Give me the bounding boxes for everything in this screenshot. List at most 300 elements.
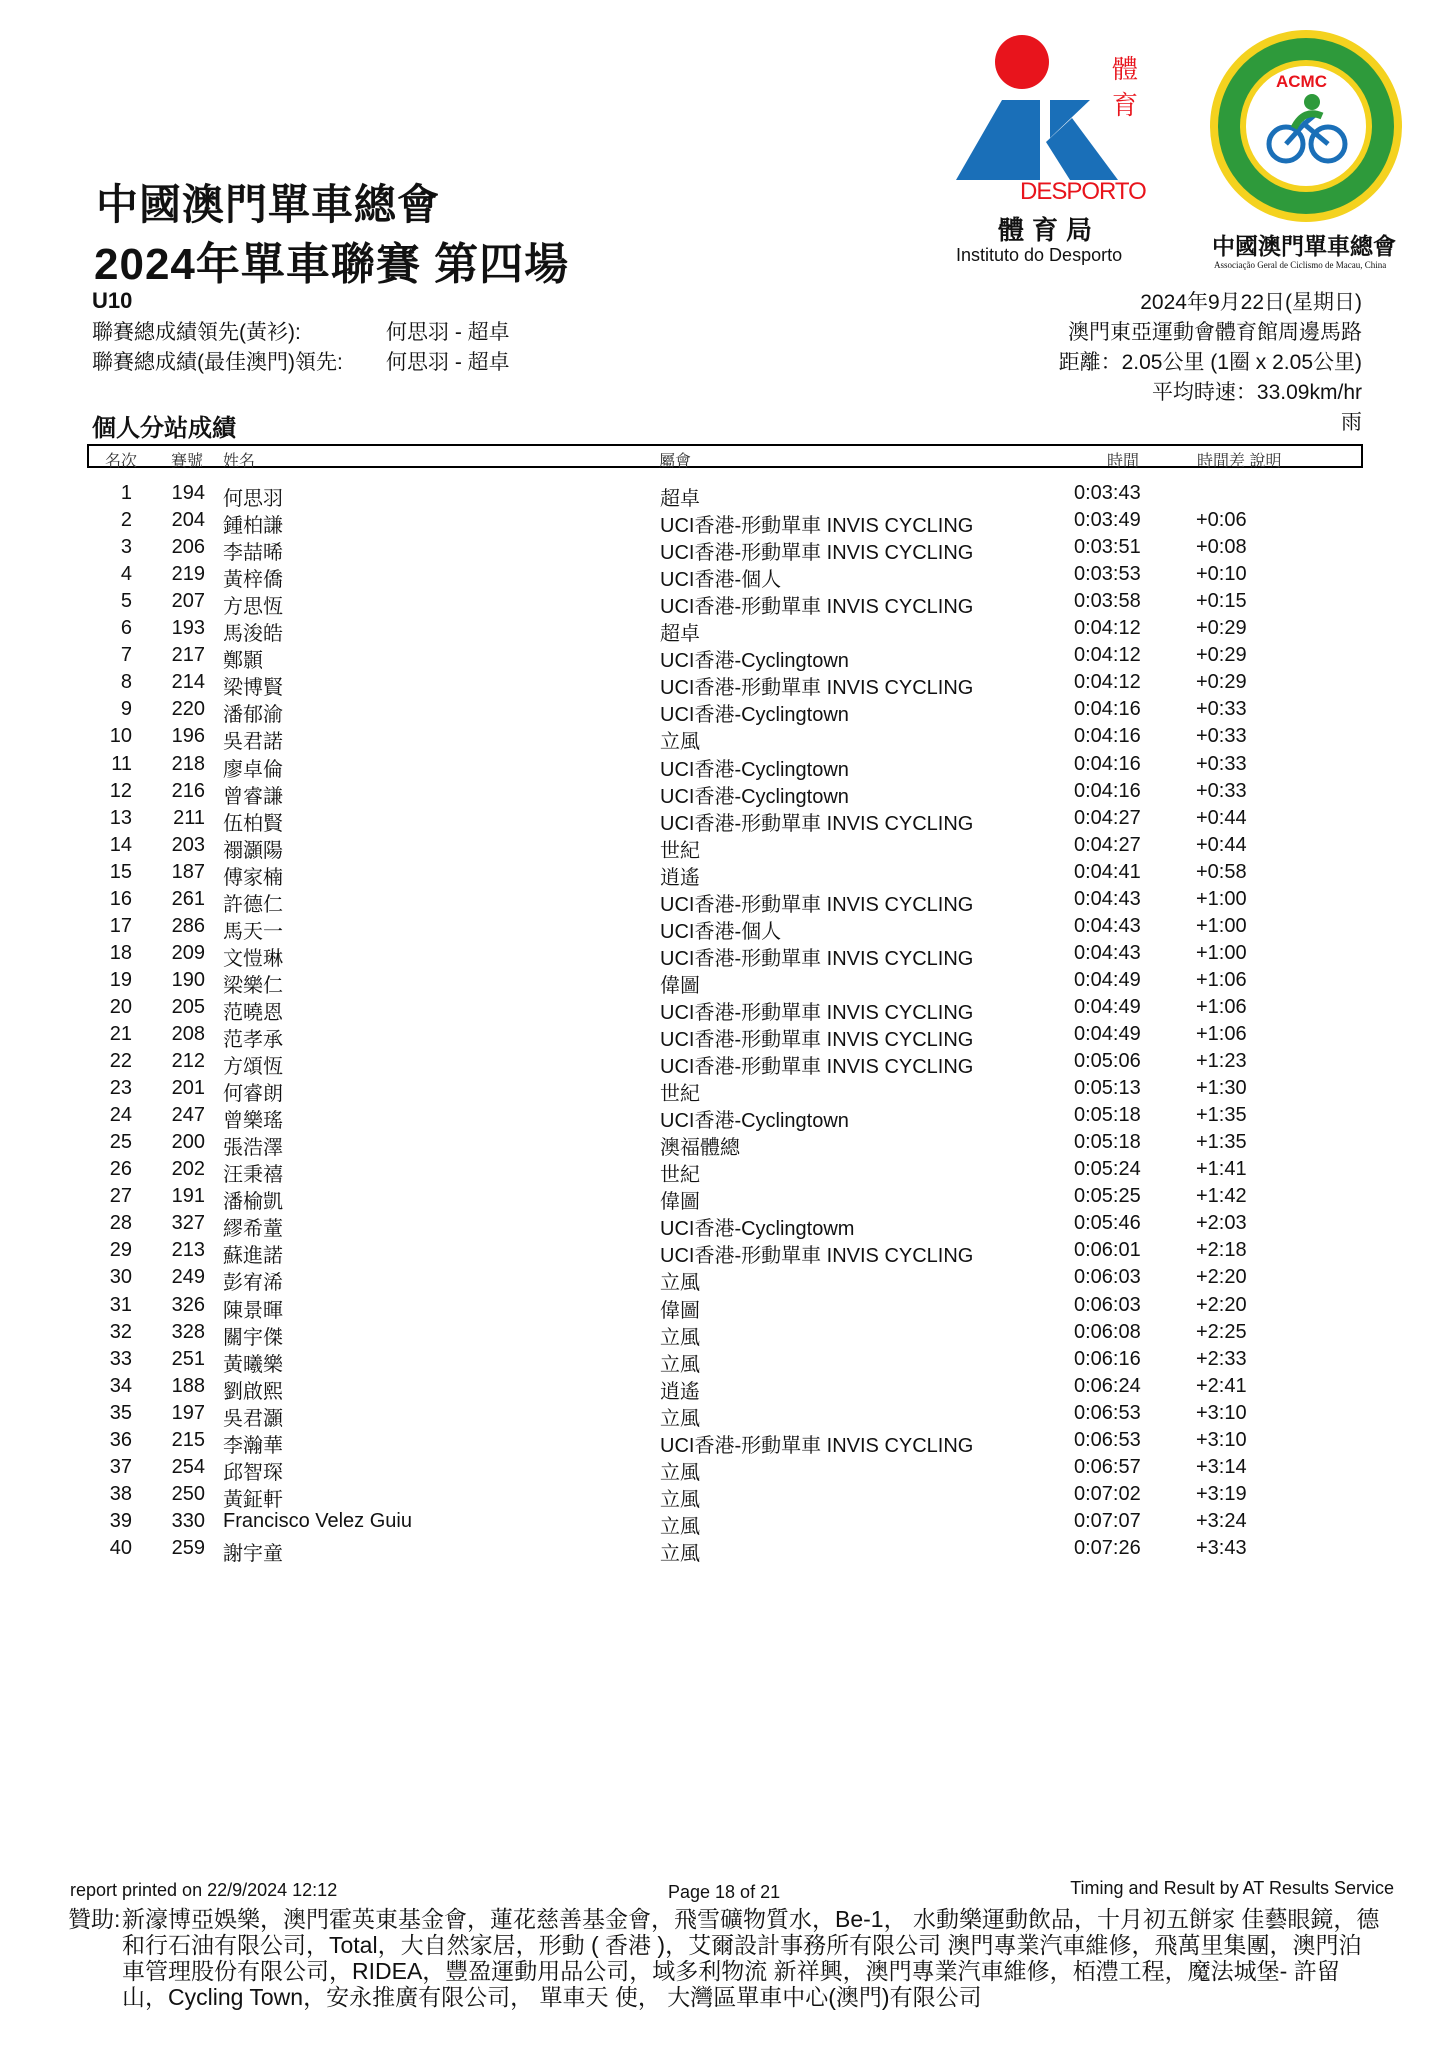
time-cell: 0:05:18 — [1074, 1131, 1141, 1154]
table-row — [0, 536, 1448, 563]
name-cell: 邱智琛 — [223, 1461, 283, 1484]
name-cell: 繆希蕫 — [223, 1218, 283, 1241]
table-row — [0, 1158, 1448, 1185]
gap-cell: +2:03 — [1196, 1212, 1247, 1235]
time-cell: 0:04:16 — [1074, 779, 1141, 802]
bib-cell: 209 — [171, 941, 205, 964]
bib-cell: 197 — [171, 1401, 205, 1424]
table-row — [0, 1212, 1448, 1239]
gap-cell: +0:06 — [1196, 509, 1247, 532]
team-cell: UCI香港-Cyclingtown — [660, 650, 849, 673]
team-cell: UCI香港-Cyclingtown — [660, 1110, 849, 1133]
rank-cell: 18 — [109, 941, 132, 964]
bib-cell: 251 — [171, 1347, 205, 1370]
name-cell: 蘇進諾 — [223, 1245, 283, 1268]
org-title: 中國澳門單車總會 — [96, 181, 441, 228]
team-cell: UCI香港-形動單車 INVIS CYCLING — [660, 1029, 974, 1051]
bib-cell: 211 — [173, 806, 205, 829]
time-cell: 0:04:16 — [1074, 725, 1141, 748]
table-row — [0, 834, 1448, 861]
bib-cell: 190 — [171, 968, 205, 991]
gap-cell: +1:41 — [1196, 1158, 1247, 1181]
time-cell: 0:04:27 — [1074, 833, 1141, 856]
rank-cell: 40 — [109, 1536, 132, 1559]
sponsor-label: 贊助: — [68, 1906, 121, 1932]
name-cell: 劉啟熙 — [223, 1380, 283, 1403]
table-row — [0, 1402, 1448, 1429]
bib-cell: 247 — [171, 1104, 205, 1127]
rank-cell: 29 — [109, 1239, 132, 1262]
rank-cell: 13 — [109, 806, 132, 829]
gap-cell: +1:00 — [1196, 887, 1247, 910]
team-cell: 立風 — [660, 1272, 700, 1295]
rank-cell: 30 — [109, 1266, 132, 1289]
rank-cell: 32 — [109, 1320, 132, 1343]
team-cell: UCI香港-Cyclingtown — [660, 704, 849, 727]
gap-cell: +3:24 — [1196, 1509, 1247, 1532]
time-cell: 0:06:03 — [1074, 1293, 1141, 1316]
time-cell: 0:03:51 — [1074, 536, 1141, 559]
name-cell: 傅家楠 — [223, 866, 283, 889]
rank-cell: 31 — [109, 1293, 132, 1316]
name-cell: 曾睿謙 — [223, 785, 283, 808]
rank-cell: 22 — [109, 1050, 132, 1073]
team-cell: UCI香港-個人 — [660, 920, 782, 943]
time-cell: 0:06:53 — [1074, 1401, 1141, 1424]
rank-cell: 10 — [109, 725, 132, 748]
name-cell: 黃梓僑 — [223, 569, 283, 592]
avg-speed: 平均時速：33.09km/hr — [1151, 381, 1362, 404]
time-cell: 0:05:24 — [1074, 1158, 1141, 1181]
team-cell: 逍遙 — [660, 866, 700, 889]
rank-cell: 1 — [120, 482, 132, 504]
rank-cell: 14 — [109, 833, 132, 856]
bib-cell: 328 — [171, 1320, 205, 1343]
gap-cell: +1:42 — [1196, 1185, 1247, 1208]
gap-cell: +2:41 — [1196, 1374, 1247, 1397]
name-cell: 潘榆凱 — [223, 1191, 283, 1214]
rank-cell: 2 — [120, 509, 132, 532]
race-distance: 距離：2.05公里 (1圈 x 2.05公里) — [1058, 351, 1362, 374]
gap-cell: +1:06 — [1196, 1023, 1247, 1045]
name-cell: 范曉恩 — [223, 1001, 283, 1024]
time-cell: 0:07:02 — [1074, 1482, 1141, 1505]
table-row — [0, 1050, 1448, 1077]
team-cell: UCI香港-形動單車 INVIS CYCLING — [660, 1056, 974, 1079]
table-row — [0, 698, 1448, 725]
table-row — [0, 1266, 1448, 1293]
table-row — [0, 888, 1448, 915]
bib-cell: 206 — [171, 536, 205, 559]
time-cell: 0:07:07 — [1074, 1509, 1141, 1532]
table-row — [0, 1294, 1448, 1321]
table-row — [0, 1456, 1448, 1483]
bib-cell: 326 — [171, 1293, 205, 1316]
time-cell: 0:04:43 — [1074, 914, 1141, 937]
name-cell: 吳君諾 — [223, 731, 283, 754]
team-cell: 超卓 — [660, 488, 700, 510]
rank-cell: 20 — [109, 995, 132, 1018]
table-row — [0, 807, 1448, 834]
bib-cell: 214 — [171, 671, 205, 694]
bib-cell: 187 — [171, 860, 205, 883]
bib-cell: 203 — [171, 833, 205, 856]
name-cell: 方頌恆 — [223, 1056, 283, 1079]
time-cell: 0:05:13 — [1074, 1077, 1141, 1100]
name-cell: 馬天一 — [223, 920, 283, 943]
gap-cell: +1:06 — [1196, 995, 1247, 1018]
timing-credit: Timing and Result by AT Results Service — [1070, 1878, 1394, 1898]
time-cell: 0:04:49 — [1074, 995, 1141, 1018]
bib-cell: 201 — [171, 1077, 205, 1100]
table-row — [0, 725, 1448, 752]
bib-cell: 213 — [171, 1239, 205, 1262]
gap-cell: +2:18 — [1196, 1239, 1247, 1262]
gap-cell: +3:14 — [1196, 1455, 1247, 1478]
table-row — [0, 753, 1448, 780]
time-cell: 0:04:27 — [1074, 806, 1141, 829]
team-cell: 偉圖 — [660, 1191, 700, 1214]
name-cell: 伍柏賢 — [223, 812, 283, 835]
team-cell: 澳福體總 — [660, 1137, 740, 1160]
rank-cell: 21 — [109, 1023, 132, 1045]
bib-cell: 330 — [171, 1509, 205, 1532]
team-cell: UCI香港-形動單車 INVIS CYCLING — [660, 893, 974, 916]
team-cell: UCI香港-形動單車 INVIS CYCLING — [660, 677, 974, 700]
bib-cell: 204 — [171, 509, 205, 532]
team-cell: UCI香港-Cyclingtowm — [660, 1218, 855, 1241]
race-venue: 澳門東亞運動會體育館周邊馬路 — [1068, 321, 1362, 344]
time-cell: 0:06:16 — [1074, 1347, 1141, 1370]
rank-cell: 16 — [109, 887, 132, 910]
gap-cell: +2:25 — [1196, 1320, 1247, 1343]
col-rank-header: 名次 — [105, 453, 138, 470]
race-title: 2024年單車聯賽 第四場 — [94, 240, 570, 289]
name-cell: 彭宥浠 — [223, 1272, 283, 1295]
table-row — [0, 1131, 1448, 1158]
gap-cell: +3:10 — [1196, 1401, 1247, 1424]
time-cell: 0:05:46 — [1074, 1212, 1141, 1235]
leader-yellow-label: 聯賽總成績領先(黃衫): — [92, 321, 301, 344]
rank-cell: 35 — [109, 1401, 132, 1424]
gap-cell: +3:10 — [1196, 1428, 1247, 1451]
gap-cell: +0:15 — [1196, 590, 1247, 613]
rank-cell: 8 — [120, 671, 132, 694]
weather: 雨 — [1341, 411, 1362, 434]
bib-cell: 196 — [171, 725, 205, 748]
name-cell: 范孝承 — [223, 1029, 283, 1051]
team-cell: UCI香港-形動單車 INVIS CYCLING — [660, 515, 974, 538]
name-cell: 方思恆 — [223, 596, 283, 619]
gap-cell: +2:20 — [1196, 1266, 1247, 1289]
table-row — [0, 1510, 1448, 1537]
name-cell: 何思羽 — [223, 488, 283, 510]
gap-cell: +1:30 — [1196, 1077, 1247, 1100]
rank-cell: 11 — [111, 752, 132, 775]
time-cell: 0:06:24 — [1074, 1374, 1141, 1397]
team-cell: 立風 — [660, 1407, 700, 1430]
table-row — [0, 780, 1448, 807]
col-team-header: 屬會 — [659, 453, 692, 470]
name-cell: 鄭顥 — [223, 650, 263, 673]
time-cell: 0:03:53 — [1074, 563, 1141, 586]
table-row — [0, 1375, 1448, 1402]
bib-cell: 216 — [171, 779, 205, 802]
bib-cell: 207 — [171, 590, 205, 613]
gap-cell: +0:44 — [1196, 806, 1247, 829]
bib-cell: 200 — [171, 1131, 205, 1154]
gap-cell: +0:58 — [1196, 860, 1247, 883]
team-cell: UCI香港-Cyclingtown — [660, 758, 849, 781]
sponsor-text: 新濠博亞娛樂，澳門霍英東基金會，蓮花慈善基金會，飛雪礦物質水，Be-1， 水動樂運動飲品，十月初五餅家 佳藝眼鏡，德和行石油有限公司，Total，大自然家居，形動 ( 香港 )，艾爾設計事務所有限公司 澳門專業汽車維修，飛萬里集團，澳門泊車管理股份有限公司，RIDEA，豐盈運動用品公司，域多利物流 新祥興，澳門專業汽車維修，栢澧工程，魔法城堡- 許留山，Cycling Town，安永推廣有限公司， 單車天 使， 大灣區單車中心(澳門)有限公司 — [122, 1906, 1380, 2010]
time-cell: 0:07:26 — [1074, 1536, 1141, 1559]
bib-cell: 194 — [171, 482, 205, 504]
gap-cell: +0:33 — [1196, 698, 1247, 721]
table-row — [0, 509, 1448, 536]
name-cell: 禤灝陽 — [223, 839, 283, 862]
team-cell: 立風 — [660, 1542, 700, 1565]
time-cell: 0:04:43 — [1074, 941, 1141, 964]
team-cell: 立風 — [660, 1488, 700, 1511]
name-cell: Francisco Velez Guiu — [223, 1509, 412, 1532]
bib-cell: 212 — [171, 1050, 205, 1073]
bib-cell: 286 — [171, 914, 205, 937]
time-cell: 0:04:43 — [1074, 887, 1141, 910]
acmc-abbr: ACMC — [1276, 72, 1327, 91]
gap-cell: +0:29 — [1196, 644, 1247, 667]
team-cell: 立風 — [660, 1326, 700, 1349]
table-row — [0, 915, 1448, 942]
table-row — [0, 1348, 1448, 1375]
name-cell: 梁樂仁 — [223, 974, 283, 997]
rank-cell: 4 — [120, 563, 132, 586]
rank-cell: 39 — [109, 1509, 132, 1532]
time-cell: 0:06:01 — [1074, 1239, 1141, 1262]
bib-cell: 261 — [171, 887, 205, 910]
name-cell: 鍾柏謙 — [223, 515, 283, 538]
name-cell: 李喆晞 — [223, 542, 283, 565]
leader-macau-label: 聯賽總成績(最佳澳門)領先: — [92, 351, 343, 374]
time-cell: 0:04:12 — [1074, 617, 1141, 640]
bib-cell: 205 — [171, 995, 205, 1018]
bib-cell: 249 — [171, 1266, 205, 1289]
table-row — [0, 969, 1448, 996]
name-cell: 陳景暉 — [223, 1299, 283, 1322]
team-cell: UCI香港-形動單車 INVIS CYCLING — [660, 1434, 974, 1457]
name-cell: 潘郁渝 — [223, 704, 283, 727]
name-cell: 李瀚華 — [223, 1434, 283, 1457]
name-cell: 關宇傑 — [223, 1326, 283, 1349]
time-cell: 0:04:49 — [1074, 968, 1141, 991]
time-cell: 0:03:58 — [1074, 590, 1141, 613]
section-title: 個人分站成績 — [92, 415, 236, 442]
time-cell: 0:05:18 — [1074, 1104, 1141, 1127]
time-cell: 0:06:03 — [1074, 1266, 1141, 1289]
gap-cell: +2:20 — [1196, 1293, 1247, 1316]
rank-cell: 7 — [120, 644, 132, 667]
time-cell: 0:04:49 — [1074, 1023, 1141, 1045]
name-cell: 吳君灝 — [223, 1407, 283, 1430]
rank-cell: 23 — [109, 1077, 132, 1100]
team-cell: UCI香港-Cyclingtown — [660, 785, 849, 808]
race-date: 2024年9月22日(星期日) — [1140, 291, 1362, 314]
gap-cell: +0:44 — [1196, 833, 1247, 856]
rank-cell: 17 — [109, 914, 132, 937]
bib-cell: 215 — [171, 1428, 205, 1451]
table-row — [0, 1321, 1448, 1348]
time-cell: 0:03:43 — [1074, 482, 1141, 504]
bib-cell: 220 — [171, 698, 205, 721]
rank-cell: 19 — [109, 968, 132, 991]
rank-cell: 34 — [109, 1374, 132, 1397]
gap-cell: +0:33 — [1196, 779, 1247, 802]
table-row — [0, 590, 1448, 617]
table-row — [0, 617, 1448, 644]
table-row — [0, 942, 1448, 969]
rank-cell: 25 — [109, 1131, 132, 1154]
page-number: Page 18 of 21 — [668, 1882, 781, 1902]
gap-cell: +0:08 — [1196, 536, 1247, 559]
table-row — [0, 996, 1448, 1023]
desporto-word: DESPORTO — [1020, 178, 1146, 205]
team-cell: 偉圖 — [660, 1299, 700, 1322]
table-row — [0, 1023, 1448, 1050]
team-cell: UCI香港-形動單車 INVIS CYCLING — [660, 542, 974, 565]
table-row — [0, 1185, 1448, 1212]
table-row — [0, 1483, 1448, 1510]
team-cell: UCI香港-形動單車 INVIS CYCLING — [660, 1001, 974, 1024]
desporto-vertical-text: 體育 — [1112, 55, 1139, 121]
time-cell: 0:06:08 — [1074, 1320, 1141, 1343]
bib-cell: 218 — [171, 752, 205, 775]
col-time-header: 時間 — [1107, 453, 1140, 470]
time-cell: 0:04:41 — [1074, 860, 1141, 883]
leader-macau-value: 何思羽 - 超卓 — [386, 351, 510, 374]
col-name-header: 姓名 — [223, 453, 256, 470]
team-cell: UCI香港-個人 — [660, 569, 782, 592]
team-cell: 立風 — [660, 1461, 700, 1484]
bib-cell: 191 — [171, 1185, 205, 1208]
rank-cell: 36 — [109, 1428, 132, 1451]
team-cell: 世紀 — [660, 1083, 700, 1106]
leader-yellow-value: 何思羽 - 超卓 — [386, 321, 510, 344]
team-cell: 世紀 — [660, 839, 700, 862]
table-row — [0, 1077, 1448, 1104]
table-row — [0, 861, 1448, 888]
name-cell: 曾樂瑤 — [223, 1110, 283, 1133]
rank-cell: 33 — [109, 1347, 132, 1370]
time-cell: 0:04:16 — [1074, 698, 1141, 721]
team-cell: UCI香港-形動單車 INVIS CYCLING — [660, 1245, 974, 1268]
gap-cell: +0:10 — [1196, 563, 1247, 586]
bib-cell: 219 — [171, 563, 205, 586]
team-cell: UCI香港-形動單車 INVIS CYCLING — [660, 947, 974, 970]
bib-cell: 259 — [171, 1536, 205, 1559]
bib-cell: 327 — [171, 1212, 205, 1235]
name-cell: 梁博賢 — [223, 677, 283, 700]
desporto-pt: Instituto do Desporto — [956, 245, 1123, 265]
time-cell: 0:06:53 — [1074, 1428, 1141, 1451]
rank-cell: 3 — [120, 536, 132, 559]
time-cell: 0:06:57 — [1074, 1455, 1141, 1478]
name-cell: 張浩澤 — [223, 1137, 283, 1160]
gap-cell: +0:29 — [1196, 617, 1247, 640]
table-row — [0, 563, 1448, 590]
gap-cell: +3:19 — [1196, 1482, 1247, 1505]
rank-cell: 26 — [109, 1158, 132, 1181]
table-row — [0, 1429, 1448, 1456]
gap-cell: +1:23 — [1196, 1050, 1247, 1073]
team-cell: UCI香港-形動單車 INVIS CYCLING — [660, 596, 974, 619]
gap-cell: +0:33 — [1196, 752, 1247, 775]
report-printed: report printed on 22/9/2024 12:12 — [70, 1880, 338, 1900]
name-cell: 汪秉禧 — [223, 1164, 283, 1187]
name-cell: 馬浚皓 — [223, 623, 283, 646]
bib-cell: 217 — [171, 644, 205, 667]
team-cell: 立風 — [660, 1515, 700, 1538]
team-cell: 世紀 — [660, 1164, 700, 1187]
table-row — [0, 1537, 1448, 1564]
bib-cell: 254 — [171, 1455, 205, 1478]
gap-cell: +0:33 — [1196, 725, 1247, 748]
gap-cell: +1:35 — [1196, 1104, 1247, 1127]
time-cell: 0:04:12 — [1074, 644, 1141, 667]
gap-cell: +1:00 — [1196, 914, 1247, 937]
name-cell: 許德仁 — [223, 893, 283, 916]
gap-cell: +1:00 — [1196, 941, 1247, 964]
team-cell: 立風 — [660, 1353, 700, 1376]
rank-cell: 24 — [109, 1104, 132, 1127]
gap-cell: +2:33 — [1196, 1347, 1247, 1370]
category-label: U10 — [92, 288, 133, 313]
bib-cell: 202 — [171, 1158, 205, 1181]
time-cell: 0:04:12 — [1074, 671, 1141, 694]
name-cell: 何睿朗 — [223, 1083, 283, 1106]
gap-cell: +1:06 — [1196, 968, 1247, 991]
bib-cell: 208 — [171, 1023, 205, 1045]
name-cell: 廖卓倫 — [223, 758, 283, 781]
time-cell: 0:05:25 — [1074, 1185, 1141, 1208]
acmc-pt: Associação Geral de Ciclismo de Macau, China — [1214, 260, 1387, 270]
gap-cell: +3:43 — [1196, 1536, 1247, 1559]
desporto-cn: 體育局 — [998, 215, 1101, 245]
time-cell: 0:03:49 — [1074, 509, 1141, 532]
team-cell: 偉圖 — [660, 974, 700, 997]
team-cell: 立風 — [660, 731, 700, 754]
table-row — [0, 1104, 1448, 1131]
rank-cell: 5 — [120, 590, 132, 613]
time-cell: 0:05:06 — [1074, 1050, 1141, 1073]
table-row — [0, 671, 1448, 698]
team-cell: UCI香港-形動單車 INVIS CYCLING — [660, 812, 974, 835]
time-cell: 0:04:16 — [1074, 752, 1141, 775]
gap-cell: +1:35 — [1196, 1131, 1247, 1154]
rank-cell: 28 — [109, 1212, 132, 1235]
team-cell: 逍遙 — [660, 1380, 700, 1403]
table-row — [0, 482, 1448, 509]
acmc-cn: 中國澳門單車總會 — [1212, 233, 1396, 260]
team-cell: 超卓 — [660, 623, 700, 646]
name-cell: 黃鉦軒 — [223, 1488, 283, 1511]
table-row — [0, 644, 1448, 671]
bib-cell: 188 — [171, 1374, 205, 1397]
col-bib-header: 賽號 — [171, 453, 204, 470]
rank-cell: 6 — [120, 617, 132, 640]
name-cell: 黃曦樂 — [223, 1353, 283, 1376]
rank-cell: 12 — [109, 779, 132, 802]
rank-cell: 15 — [109, 860, 132, 883]
rank-cell: 27 — [109, 1185, 132, 1208]
